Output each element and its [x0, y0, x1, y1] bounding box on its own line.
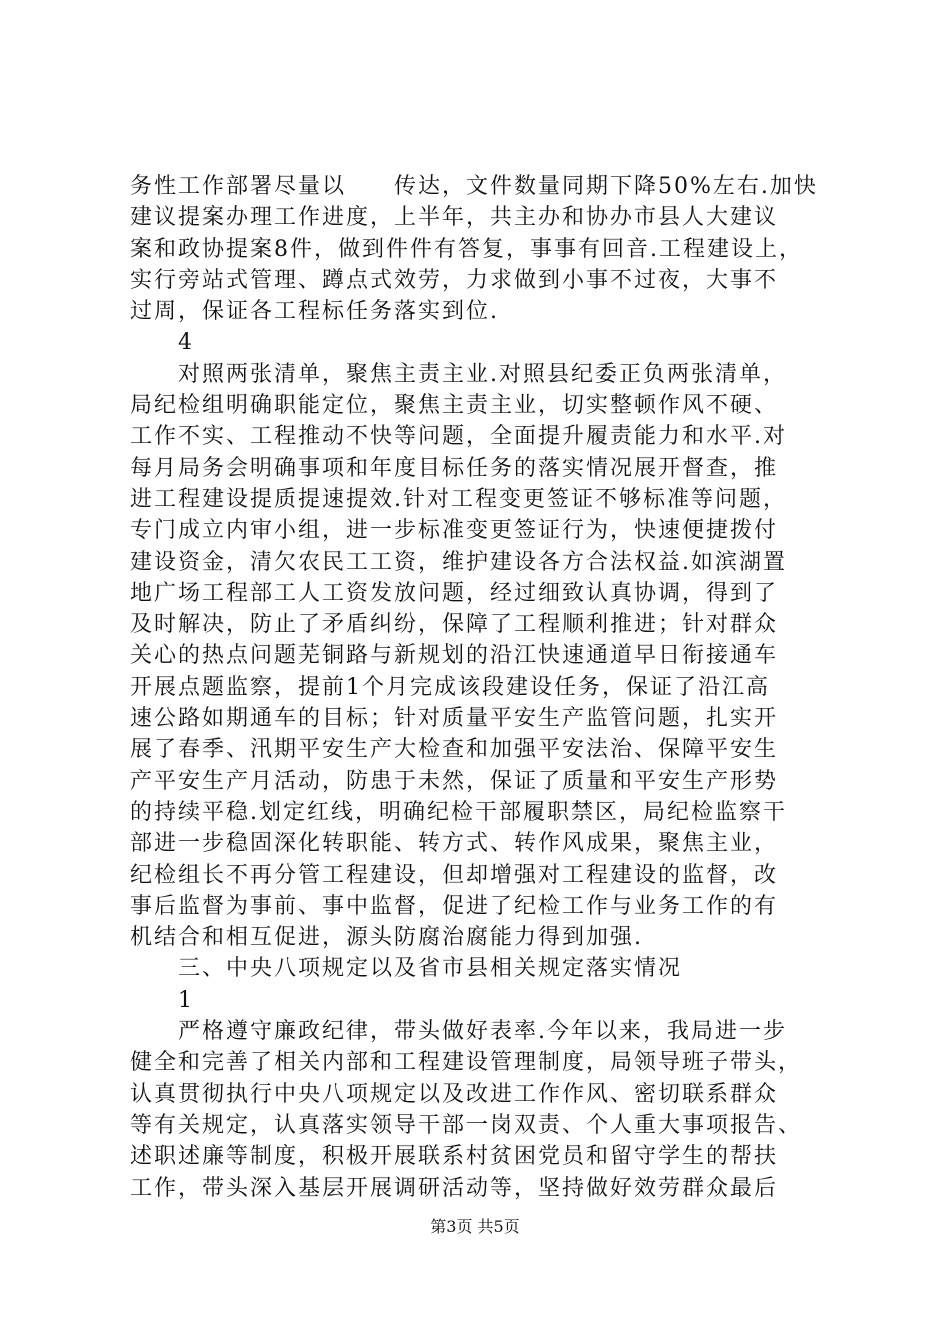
text-line: 局纪检组明确职能定位，聚焦主责主业，切实整顿作风不硬、	[130, 393, 779, 419]
text-line: 开展点题监察，提前1个月完成该段建设任务，保证了沿江高	[130, 674, 770, 700]
text-line: 三、中央八项规定以及省市县相关规定落实情况	[178, 956, 683, 982]
text-line: 关心的热点问题芜铜路与新规划的沿江快速通道早日衔接通车	[130, 643, 779, 669]
text-line: 展了春季、汛期平安生产大检查和加强平安法治、保障平安生	[130, 737, 779, 763]
text-line: 速公路如期通车的目标；针对质量平安生产监管问题，扎实开	[130, 706, 779, 732]
text-line: 等有关规定，认真落实领导干部一岗双责、个人重大事项报告、	[130, 1112, 803, 1138]
text-line: 健全和完善了相关内部和工程建设管理制度，局领导班子带头，	[130, 1050, 803, 1076]
text-line: 纪检组长不再分管工程建设，但却增强对工程建设的监督，改	[130, 862, 779, 888]
text-line: 每月局务会明确事项和年度目标任务的落实情况展开督查，推	[130, 455, 779, 481]
text-line: 实行旁站式管理、蹲点式效劳，力求做到小事不过夜，大事不	[130, 267, 779, 293]
page-footer: 第3页 共5页	[430, 1217, 520, 1236]
text-line: 务性工作部署尽量以 传达，文件数量同期下降50%左右.加快	[130, 174, 818, 199]
text-line: 建设资金，清欠农民工工资，维护建设各方合法权益.如滨湖置	[130, 549, 787, 575]
text-line: 地广场工程部工人工资发放问题，经过细致认真协调，得到了	[130, 580, 779, 606]
text-line: 产平安生产月活动，防患于未然，保证了质量和平安生产形势	[130, 768, 779, 794]
text-line: 过周，保证各工程标任务落实到位.	[130, 299, 499, 325]
text-line: 建议提案办理工作进度，上半年，共主办和协办市县人大建议	[130, 205, 779, 231]
text-line: 的持续平稳.划定红线，明确纪检干部履职禁区，局纪检监察干	[130, 799, 787, 825]
text-line: 4	[178, 330, 194, 356]
text-line: 对照两张清单，聚焦主责主业.对照县纪委正负两张清单，	[178, 361, 787, 387]
text-line: 案和政协提案8件，做到件件有答复，事事有回音.工程建设上，	[130, 236, 803, 262]
text-line: 机结合和相互促进，源头防腐治腐能力得到加强.	[130, 925, 643, 951]
text-line: 工作，带头深入基层开展调研活动等，坚持做好效劳群众最后	[130, 1175, 779, 1201]
text-line: 认真贯彻执行中央八项规定以及改进工作作风、密切联系群众	[130, 1081, 779, 1107]
text-line: 及时解决，防止了矛盾纠纷，保障了工程顺利推进；针对群众	[130, 612, 779, 638]
text-line: 1	[178, 987, 194, 1013]
text-line: 严格遵守廉政纪律，带头做好表率.今年以来，我局进一步	[178, 1019, 787, 1045]
text-line: 专门成立内审小组，进一步标准变更签证行为，快速便捷拨付	[130, 518, 779, 544]
text-line: 事后监督为事前、事中监督，促进了纪检工作与业务工作的有	[130, 893, 779, 919]
text-line: 部进一步稳固深化转职能、转方式、转作风成果，聚焦主业，	[130, 831, 779, 857]
text-line: 述职述廉等制度，积极开展联系村贫困党员和留守学生的帮扶	[130, 1144, 779, 1170]
document-body	[130, 171, 840, 1204]
text-line: 进工程建设提质提速提效.针对工程变更签证不够标准等问题，	[130, 486, 787, 512]
text-line: 工作不实、工程推动不快等问题，全面提升履责能力和水平.对	[130, 424, 787, 450]
